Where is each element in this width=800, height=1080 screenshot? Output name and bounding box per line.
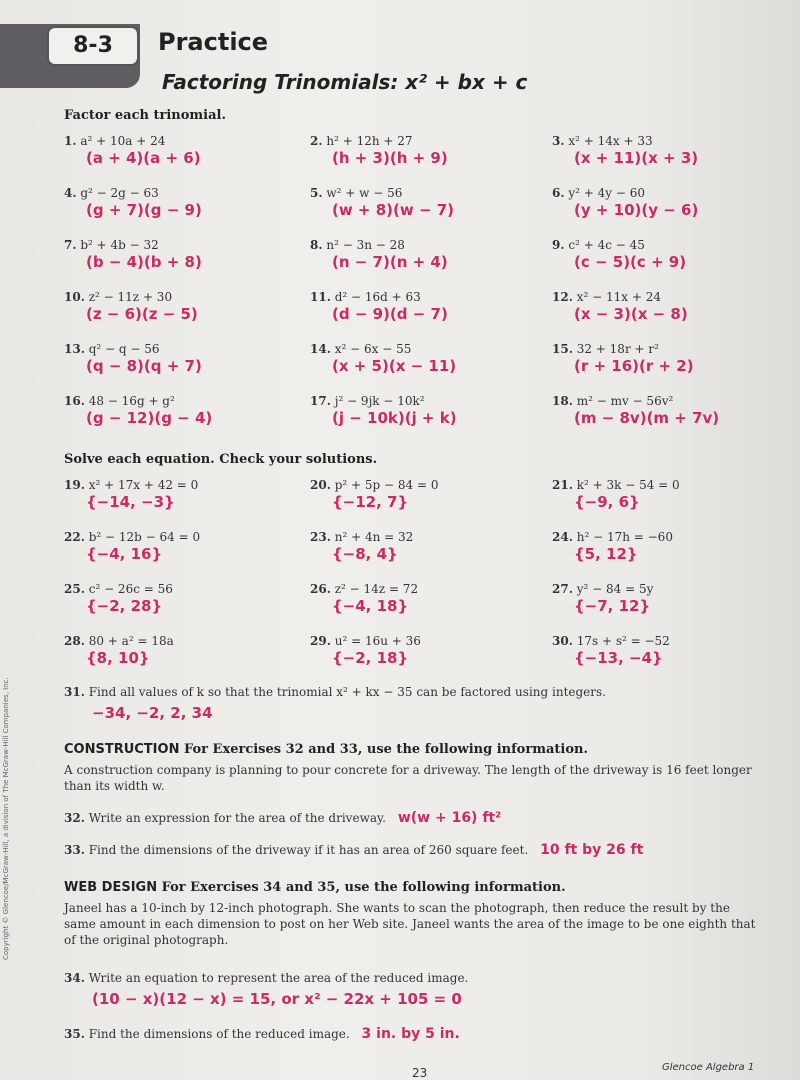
problem-number: 23.: [310, 530, 331, 544]
problem-question: [310, 634, 560, 648]
problem-expression: b² − 12b − 64 = 0: [88, 530, 201, 544]
problem-expression: p² + 5p − 84 = 0: [334, 478, 439, 492]
problem-number: 7.: [64, 238, 77, 252]
problem-number: 20.: [310, 478, 331, 492]
problem-answer: {−14, −3}: [86, 493, 175, 511]
answer-33: 10 ft by 26 ft: [540, 842, 644, 858]
problem-expression: m² − mv − 56v²: [576, 394, 674, 408]
problem-question: [552, 478, 800, 492]
problem-expression: w² + w − 56: [326, 186, 403, 200]
problem-answer: {−13, −4}: [574, 649, 663, 667]
problem-expression: c² + 4c − 45: [568, 238, 645, 252]
problem-question: [64, 582, 314, 596]
problem-answer: {−2, 18}: [332, 649, 409, 667]
problem-question: [64, 290, 314, 304]
problem-expression: 80 + a² = 18a: [88, 634, 174, 648]
problem-answer: {−7, 12}: [574, 597, 651, 615]
problem-answer: (x + 5)(x − 11): [332, 357, 457, 375]
problem-question: [310, 342, 560, 356]
problem-question: [552, 342, 800, 356]
problem-expression: g² − 2g − 63: [80, 186, 159, 200]
problem-answer: (a + 4)(a + 6): [86, 149, 201, 167]
problem-number: 29.: [310, 634, 331, 648]
problem-item: [552, 478, 800, 511]
problem-expression: a² + 10a + 24: [80, 134, 166, 148]
problem-question: [64, 238, 314, 252]
webdesign-label: WEB DESIGN: [64, 880, 158, 895]
problem-question: [552, 290, 800, 304]
problem-number: 14.: [310, 342, 331, 356]
copyright-notice: Copyright © Glencoe/McGraw-Hill, a division of The McGraw-Hill Companies, Inc.: [2, 677, 10, 960]
problem-number: 26.: [310, 582, 331, 596]
problem-answer: (d − 9)(d − 7): [332, 305, 448, 323]
problem-item: [64, 634, 314, 667]
problem-expression: u² = 16u + 36: [334, 634, 421, 648]
webdesign-info: Janeel has a 10-inch by 12-inch photograph. She wants to scan the photograph, then reduce the result by the same amount in each dimension to post on her Web site. Janeel wants the area of the image to be one eighth that of the original photograph.: [64, 901, 756, 947]
problem-number: 4.: [64, 186, 77, 200]
problem-number: 28.: [64, 634, 85, 648]
problem-number: 19.: [64, 478, 85, 492]
problem-expression: x² − 6x − 55: [334, 342, 412, 356]
problem-number: 8.: [310, 238, 323, 252]
problem-question: [64, 342, 314, 356]
lesson-title: Practice: [158, 28, 269, 56]
page-number: 23: [412, 1066, 428, 1080]
problem-question: [552, 186, 800, 200]
problem-item: [310, 290, 560, 323]
problem-expression: n² − 3n − 28: [326, 238, 405, 252]
question-31: 31. Find all values of k so that the trinomial x² + kx − 35 can be factored using integers.: [64, 685, 606, 699]
problem-item: [64, 342, 314, 375]
problem-question: [552, 134, 800, 148]
problem-answer: (n − 7)(n + 4): [332, 253, 448, 271]
problem-item: [310, 582, 560, 615]
problem-answer: {−4, 18}: [332, 597, 409, 615]
problem-answer: (j − 10k)(j + k): [332, 409, 457, 427]
problem-item: [310, 238, 560, 271]
problem-number: 30.: [552, 634, 573, 648]
problem-expression: 48 − 16g + g²: [88, 394, 175, 408]
problem-item: [552, 342, 800, 375]
problem-number: 17.: [310, 394, 331, 408]
problem-answer: (m − 8v)(m + 7v): [574, 409, 720, 427]
problem-answer: (z − 6)(z − 5): [86, 305, 198, 323]
problem-question: [64, 478, 314, 492]
problem-question: [64, 530, 314, 544]
problem-item: [552, 530, 800, 563]
problem-number: 6.: [552, 186, 565, 200]
problem-item: [310, 634, 560, 667]
problem-answer: (r + 16)(r + 2): [574, 357, 694, 375]
problem-expression: h² − 17h = −60: [576, 530, 673, 544]
problem-expression: z² − 14z = 72: [334, 582, 419, 596]
problem-question: [310, 582, 560, 596]
problem-number: 1.: [64, 134, 77, 148]
problem-item: [64, 238, 314, 271]
problem-number: 25.: [64, 582, 85, 596]
problem-expression: j² − 9jk − 10k²: [334, 394, 425, 408]
problem-number: 3.: [552, 134, 565, 148]
problem-expression: c² − 26c = 56: [88, 582, 173, 596]
problem-answer: (g + 7)(g − 9): [86, 201, 202, 219]
problem-question: [310, 186, 560, 200]
problem-expression: z² − 11z + 30: [88, 290, 173, 304]
problem-answer: (y + 10)(y − 6): [574, 201, 699, 219]
problem-question: [310, 290, 560, 304]
problem-item: [64, 394, 314, 427]
problem-answer: {5, 12}: [574, 545, 638, 563]
problem-item: [64, 582, 314, 615]
problem-expression: 17s + s² = −52: [576, 634, 670, 648]
problem-answer: (x + 11)(x + 3): [574, 149, 699, 167]
construction-info: A construction company is planning to pour concrete for a driveway. The length of the driveway is 16 feet longer than its width w.: [64, 763, 752, 793]
problem-item: [310, 342, 560, 375]
problem-number: 12.: [552, 290, 573, 304]
problem-answer: (x − 3)(x − 8): [574, 305, 688, 323]
problem-item: [310, 186, 560, 219]
problem-expression: b² + 4b − 32: [80, 238, 159, 252]
problem-answer: (w + 8)(w − 7): [332, 201, 455, 219]
webdesign-heading: [64, 880, 566, 895]
problem-number: 5.: [310, 186, 323, 200]
problem-number: 2.: [310, 134, 323, 148]
problem-item: [310, 394, 560, 427]
problem-expression: n² + 4n = 32: [334, 530, 414, 544]
problem-item: [552, 582, 800, 615]
problem-item: [552, 290, 800, 323]
problem-item: [64, 290, 314, 323]
section2-instruction: Solve each equation. Check your solutions.: [64, 452, 378, 467]
question-35: 35. Find the dimensions of the reduced image. 3 in. by 5 in.: [64, 1026, 460, 1042]
problem-number: 10.: [64, 290, 85, 304]
problem-item: [64, 134, 314, 167]
lesson-subtitle: Factoring Trinomials: x² + bx + c: [162, 70, 528, 94]
problem-question: [552, 394, 800, 408]
problem-question: [64, 394, 314, 408]
problem-question: [310, 394, 560, 408]
problem-question: [64, 134, 314, 148]
problem-number: 24.: [552, 530, 573, 544]
problem-expression: x² + 14x + 33: [568, 134, 653, 148]
problem-expression: x² + 17x + 42 = 0: [88, 478, 199, 492]
problem-item: [552, 394, 800, 427]
problem-item: [552, 634, 800, 667]
problem-item: [310, 478, 560, 511]
problem-number: 11.: [310, 290, 331, 304]
problem-expression: q² − q − 56: [88, 342, 160, 356]
section1-instruction: Factor each trinomial.: [64, 108, 226, 123]
answer-32: w(w + 16) ft²: [397, 810, 502, 826]
problem-question: [64, 186, 314, 200]
problem-question: [310, 530, 560, 544]
problem-question: [310, 134, 560, 148]
problem-question: [64, 634, 314, 648]
construction-heading-text: For Exercises 32 and 33, use the following information.: [183, 742, 588, 757]
problem-answer: (g − 12)(g − 4): [86, 409, 213, 427]
problem-answer: (c − 5)(c + 9): [574, 253, 687, 271]
problem-expression: 32 + 18r + r²: [576, 342, 659, 356]
problem-item: [552, 134, 800, 167]
problem-question: [552, 634, 800, 648]
problem-expression: h² + 12h + 27: [326, 134, 413, 148]
problem-answer: (b − 4)(b + 8): [86, 253, 202, 271]
answer-31: −34, −2, 2, 34: [92, 704, 213, 722]
problem-answer: {−2, 28}: [86, 597, 163, 615]
problem-expression: y² + 4y − 60: [568, 186, 645, 200]
answer-35: 3 in. by 5 in.: [361, 1026, 460, 1042]
book-title: Glencoe Algebra 1: [662, 1062, 755, 1073]
problem-question: [552, 530, 800, 544]
problem-item: [64, 186, 314, 219]
problem-number: 22.: [64, 530, 85, 544]
webdesign-heading-text: For Exercises 34 and 35, use the following information.: [161, 880, 566, 895]
question-33: 33. Find the dimensions of the driveway if it has an area of 260 square feet. 10 ft by 26 ft: [64, 842, 644, 858]
problem-expression: k² + 3k − 54 = 0: [576, 478, 680, 492]
construction-label: CONSTRUCTION: [64, 742, 180, 757]
problem-answer: {−4, 16}: [86, 545, 163, 563]
problem-answer: (h + 3)(h + 9): [332, 149, 448, 167]
problem-answer: {8, 10}: [86, 649, 150, 667]
problem-number: 9.: [552, 238, 565, 252]
question-32: 32. Write an expression for the area of the driveway. w(w + 16) ft²: [64, 810, 502, 826]
problem-number: 15.: [552, 342, 573, 356]
problem-answer: (q − 8)(q + 7): [86, 357, 202, 375]
problem-expression: y² − 84 = 5y: [576, 582, 654, 596]
problem-answer: {−8, 4}: [332, 545, 398, 563]
construction-heading: [64, 742, 588, 757]
problem-item: [552, 238, 800, 271]
problem-item: [552, 186, 800, 219]
problem-item: [64, 478, 314, 511]
problem-answer: {−9, 6}: [574, 493, 640, 511]
lesson-number: 8-3: [47, 26, 139, 66]
problem-expression: x² − 11x + 24: [576, 290, 661, 304]
problem-question: [310, 238, 560, 252]
problem-item: [310, 530, 560, 563]
problem-answer: {−12, 7}: [332, 493, 409, 511]
problem-number: 16.: [64, 394, 85, 408]
problem-item: [64, 530, 314, 563]
problem-question: [552, 582, 800, 596]
problem-question: [310, 478, 560, 492]
problem-number: 18.: [552, 394, 573, 408]
answer-34: (10 − x)(12 − x) = 15, or x² − 22x + 105 = 0: [92, 990, 462, 1008]
problem-number: 13.: [64, 342, 85, 356]
problem-number: 21.: [552, 478, 573, 492]
problem-expression: d² − 16d + 63: [334, 290, 421, 304]
problem-number: 27.: [552, 582, 573, 596]
problem-question: [552, 238, 800, 252]
problem-item: [310, 134, 560, 167]
question-34: 34. Write an equation to represent the area of the reduced image.: [64, 971, 469, 985]
